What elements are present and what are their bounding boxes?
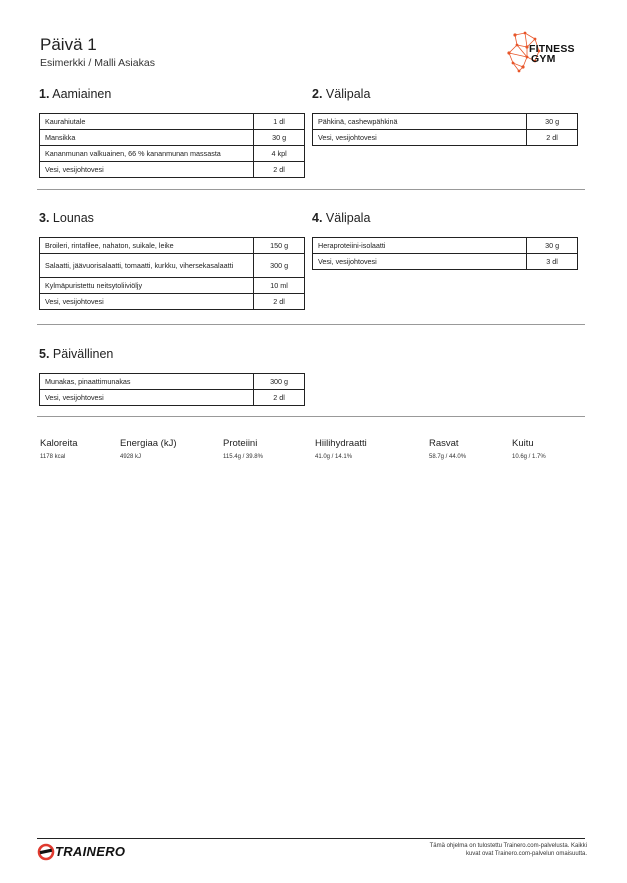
total-carbohydrate: [315, 438, 367, 460]
meal-number: 3.: [39, 211, 50, 225]
section-divider: [37, 324, 585, 325]
meal-name: Välipala: [325, 211, 371, 225]
meal-section-snack-2: [312, 211, 578, 270]
total-label: Kaloreita: [40, 438, 78, 449]
item-amount: 2 dl: [254, 390, 305, 406]
item-amount: 2 dl: [254, 294, 305, 310]
table-row: [313, 238, 578, 254]
item-amount: 300 g: [254, 254, 305, 278]
meal-section-snack-1: [312, 87, 578, 146]
item-name: Kylmäpuristettu neitsytoliiviöljy: [40, 278, 254, 294]
item-name: Salaatti, jäävuorisalaatti, tomaatti, kurkku, vihersekasalaatti: [40, 254, 254, 278]
item-amount: 2 dl: [527, 130, 578, 146]
item-name: Heraproteiini-isolaatti: [313, 238, 527, 254]
table-row: [40, 374, 305, 390]
item-name: Vesi, vesijohtovesi: [40, 390, 254, 406]
item-name: Vesi, vesijohtovesi: [40, 294, 254, 310]
total-label: Energiaa (kJ): [120, 438, 177, 449]
item-name: Broileri, rintafilee, nahaton, suikale, leike: [40, 238, 254, 254]
trainero-brand: [37, 842, 157, 862]
table-row: [40, 294, 305, 310]
total-value: 1178 kcal: [40, 454, 66, 460]
meal-number: 5.: [39, 347, 50, 361]
meal-title: [312, 211, 578, 229]
total-label: Kuitu: [512, 438, 534, 449]
item-amount: 3 dl: [527, 254, 578, 270]
total-value: 58.7g / 44.0%: [429, 454, 467, 460]
table-row: [313, 130, 578, 146]
meal-name: Välipala: [325, 87, 371, 101]
item-name: Vesi, vesijohtovesi: [313, 130, 527, 146]
meal-section-breakfast: [39, 87, 305, 178]
meal-section-lunch: [39, 211, 305, 310]
item-name: Kaurahiutale: [40, 114, 254, 130]
footer-note: [387, 843, 587, 859]
meal-title: [312, 87, 578, 105]
page-title: Päivä 1: [40, 35, 97, 54]
footer-divider: [37, 838, 585, 839]
meal-number: 4.: [312, 211, 323, 225]
item-name: Mansikka: [40, 130, 254, 146]
item-name: Vesi, vesijohtovesi: [40, 162, 254, 178]
meal-title: [39, 347, 305, 365]
total-protein: [223, 438, 263, 460]
total-label: Hiilihydraatti: [315, 438, 367, 449]
meal-name: Aamiainen: [52, 87, 112, 101]
meal-name: Päivällinen: [52, 347, 114, 361]
total-value: 4928 kJ: [120, 454, 142, 460]
meal-section-dinner: [39, 347, 305, 406]
meal-title: [39, 87, 305, 105]
footer-note-line: Tämä ohjelma on tulostettu Trainero.com-palvelusta. Kaikki: [429, 843, 587, 849]
total-fiber: [512, 438, 546, 460]
meal-items-table: [312, 237, 578, 270]
table-row: [40, 278, 305, 294]
item-amount: 30 g: [527, 114, 578, 130]
table-row: [313, 254, 578, 270]
total-calories: [40, 438, 78, 460]
item-amount: 30 g: [527, 238, 578, 254]
table-row: [313, 114, 578, 130]
fitness-gym-logo: [505, 31, 585, 75]
page-subtitle: Esimerkki / Malli Asiakas: [40, 57, 155, 69]
meal-number: 1.: [39, 87, 50, 101]
meal-title: [39, 211, 305, 229]
total-fat: [429, 438, 466, 460]
item-amount: 4 kpl: [254, 146, 305, 162]
table-row: [40, 254, 305, 278]
table-row: [40, 162, 305, 178]
meal-items-table: [39, 373, 305, 406]
total-value: 41.0g / 14.1%: [315, 454, 353, 460]
section-divider: [37, 189, 585, 190]
item-amount: 2 dl: [254, 162, 305, 178]
section-divider: [37, 416, 585, 417]
item-amount: 1 dl: [254, 114, 305, 130]
table-row: [40, 146, 305, 162]
item-name: Kananmunan valkuainen, 66 % kananmunan massasta: [40, 146, 254, 162]
item-name: Vesi, vesijohtovesi: [313, 254, 527, 270]
meal-number: 2.: [312, 87, 323, 101]
footer-note-line: kuvat ovat Trainero.com-palvelun omaisuutta.: [465, 850, 587, 857]
meal-items-table: [39, 113, 305, 178]
table-row: [40, 114, 305, 130]
total-value: 115.4g / 39.8%: [223, 454, 263, 460]
item-amount: 30 g: [254, 130, 305, 146]
logo-text-fitness: FITNESS: [529, 43, 575, 55]
nutrition-totals: [0, 438, 627, 468]
item-amount: 10 ml: [254, 278, 305, 294]
logo-text-gym: GYM: [531, 53, 556, 65]
meal-items-table: [39, 237, 305, 310]
table-row: [40, 390, 305, 406]
item-name: Pähkinä, cashewpähkinä: [313, 114, 527, 130]
table-row: [40, 238, 305, 254]
trainero-logo-icon: [37, 843, 55, 861]
total-value: 10.6g / 1.7%: [512, 454, 546, 460]
table-row: [40, 130, 305, 146]
meal-items-table: [312, 113, 578, 146]
item-name: Munakas, pinaattimunakas: [40, 374, 254, 390]
item-amount: 300 g: [254, 374, 305, 390]
brand-name: TRAINERO: [55, 844, 126, 859]
item-amount: 150 g: [254, 238, 305, 254]
total-energy: [120, 438, 177, 460]
meal-name: Lounas: [52, 211, 94, 225]
total-label: Proteiini: [223, 438, 258, 449]
total-label: Rasvat: [429, 438, 459, 449]
